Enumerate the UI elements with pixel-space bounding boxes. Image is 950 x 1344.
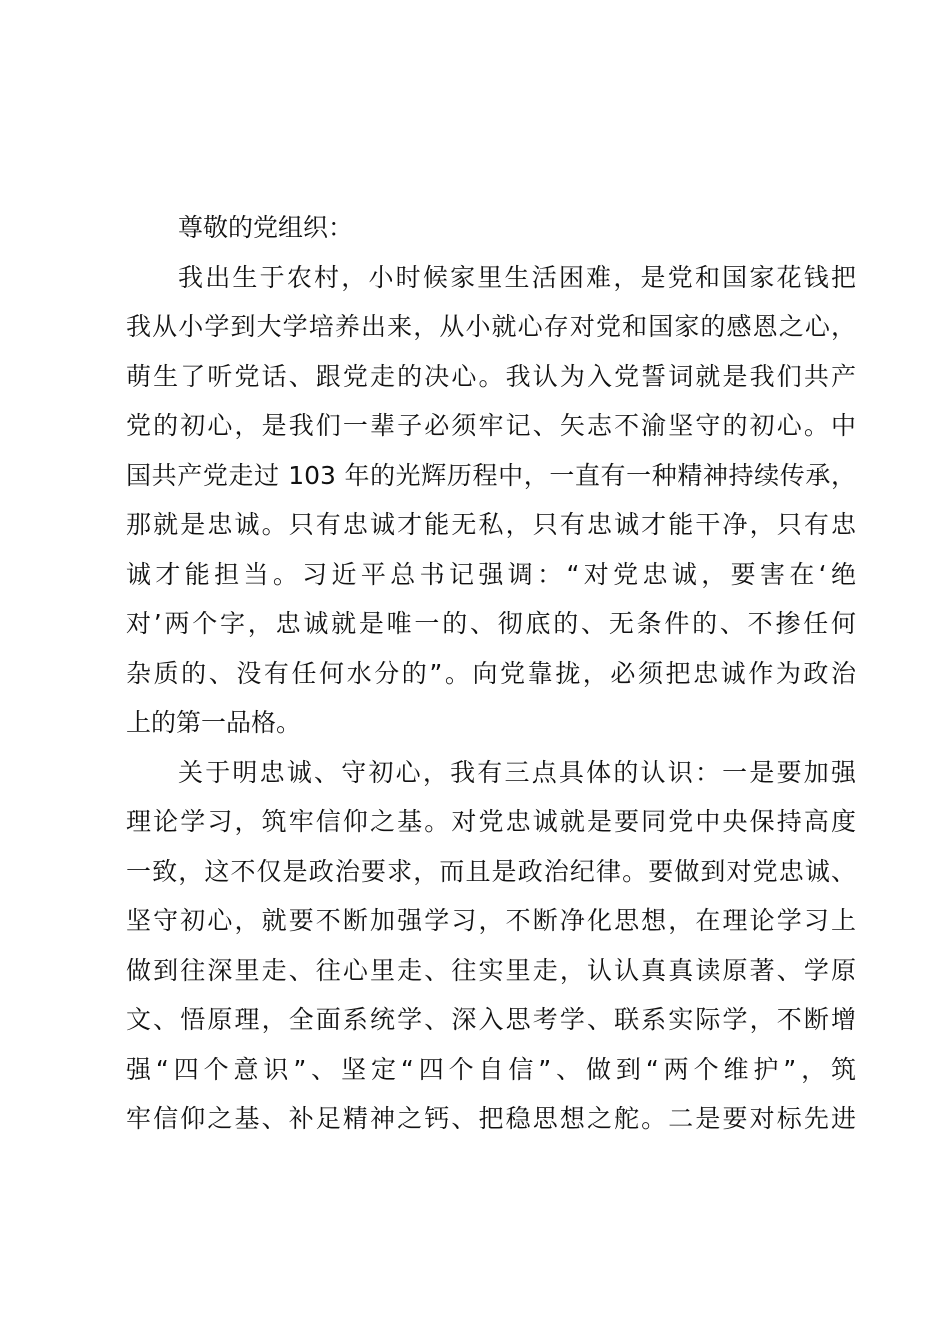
paragraph-2-line: 坚守初心，就要不断加强学习，不断净化思想，在理论学习上 bbox=[126, 906, 856, 935]
paragraph-2-line: 关于明忠诚、守初心，我有三点具体的认识：一是要加强 bbox=[178, 757, 856, 787]
paragraph-1-line: 党的初心，是我们一辈子必须牢记、矢志不渝坚守的初心。中 bbox=[126, 411, 856, 440]
paragraph-2-line: 强“四个意识”、坚定“四个自信”、做到“两个维护”，筑 bbox=[126, 1054, 856, 1084]
paragraph-2-line: 牢信仰之基、补足精神之钙、把稳思想之舵。二是要对标先进 bbox=[126, 1104, 856, 1133]
paragraph-2-line: 做到往深里走、往心里走、往实里走，认认真真读原著、学原 bbox=[126, 955, 856, 985]
paragraph-1-line: 对’两个字，忠诚就是唯一的、彻底的、无条件的、不掺任何 bbox=[126, 609, 856, 638]
paragraph-2-line: 文、悟原理，全面系统学、深入思考学、联系实际学，不断增 bbox=[126, 1005, 856, 1034]
paragraph-1-line: 我出生于农村，小时候家里生活困难，是党和国家花钱把 bbox=[178, 262, 856, 292]
paragraph-1-line: 那就是忠诚。只有忠诚才能无私，只有忠诚才能干净，只有忠 bbox=[126, 510, 856, 539]
paragraph-2-line: 一致，这不仅是政治要求，而且是政治纪律。要做到对党忠诚、 bbox=[126, 856, 856, 886]
paragraph-1-line: 萌生了听党话、跟党走的决心。我认为入党誓词就是我们共产 bbox=[126, 361, 856, 391]
paragraph-1-line: 上的第一品格。 bbox=[126, 708, 302, 737]
paragraph-1-line: 国共产党走过 103 年的光辉历程中，一直有一种精神持续传承， bbox=[126, 460, 856, 490]
letter-body bbox=[126, 203, 856, 1144]
paragraph-1-line: 诚才能担当。习近平总书记强调：“对党忠诚，要害在‘绝 bbox=[126, 559, 856, 589]
paragraph-2-line: 理论学习，筑牢信仰之基。对党忠诚就是要同党中央保持高度 bbox=[126, 807, 856, 836]
paragraph-1-line: 杂质的、没有任何水分的”。向党靠拢，必须把忠诚作为政治 bbox=[126, 658, 856, 688]
salutation: 尊敬的党组织： bbox=[178, 213, 354, 242]
paragraph-1-line: 我从小学到大学培养出来，从小就心存对党和国家的感恩之心， bbox=[126, 312, 856, 341]
